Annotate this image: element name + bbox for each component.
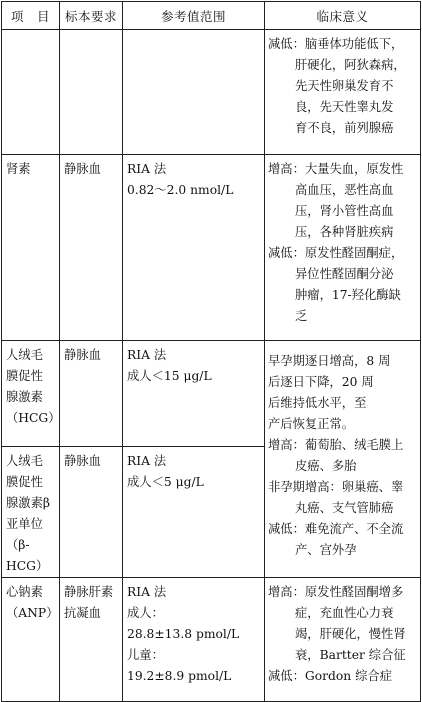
- significance-line: 压，各种肾脏疾病: [295, 225, 394, 239]
- significance-line: 竭，肝硬化，慢性肾: [295, 627, 406, 641]
- cell-significance: [265, 155, 421, 341]
- significance-line: 非孕期增高：卵巢癌、睾: [268, 480, 404, 494]
- significance-line: 减低：Gordon 综合症: [268, 669, 392, 683]
- significance-line: 增高：大量失血，原发性: [268, 162, 404, 176]
- table-row: [2, 341, 421, 447]
- cell-specimen: 静脉血: [60, 155, 123, 341]
- cell-significance: [265, 30, 421, 155]
- cell-significance-hcg: [265, 341, 421, 578]
- header-specimen: 标本要求: [60, 2, 123, 30]
- cell-specimen: 静脉血: [60, 341, 123, 447]
- cell-reference: RIA 法 成人＜5 μg/L: [123, 447, 265, 578]
- table-row: [2, 30, 421, 155]
- significance-line: 增高：葡萄胎、绒毛膜上: [268, 438, 404, 452]
- table-header-row: [2, 2, 421, 30]
- significance-line: 高血压，恶性高血: [295, 183, 394, 197]
- cell-reference: RIA 法 成人： 28.8±13.8 pmol/L 儿童： 19.2±8.9 pmol/L: [123, 578, 265, 702]
- significance-line: 产后恢复正常。: [268, 417, 355, 431]
- significance-line: 后维持低水平，至: [268, 396, 367, 410]
- significance-line: 乏: [295, 309, 308, 323]
- cell-item: 人绒毛膜促性腺激素（HCG）: [2, 341, 60, 447]
- significance-line: 症，充血性心力衰: [295, 606, 394, 620]
- significance-line: 产、宫外孕: [295, 543, 357, 557]
- significance-line: 衰，Bartter 综合征: [295, 648, 406, 662]
- table-row: [2, 578, 421, 702]
- cell-reference: [123, 30, 265, 155]
- significance-line: 肿瘤，17-羟化酶缺: [295, 288, 401, 302]
- significance-line: 异位性醛固酮分泌: [295, 267, 394, 281]
- table-row: [2, 155, 421, 341]
- cell-significance: [265, 578, 421, 702]
- significance-line: 良，先天性睾丸发: [295, 100, 394, 114]
- significance-line: 压，肾小管性高血: [295, 204, 394, 218]
- cell-item: 人绒毛膜促性腺激素β亚单位（β-HCG）: [2, 447, 60, 578]
- significance-line: 肝硬化，阿狄森病，: [295, 58, 406, 72]
- significance-line: 减低：原发性醛固酮症，: [268, 246, 404, 260]
- significance-line: 皮癌、多胎: [295, 459, 357, 473]
- significance-line: 早孕期逐日增高，8 周: [268, 354, 391, 368]
- significance-line: 育不良，前列腺癌: [295, 121, 394, 135]
- significance-line: 后逐日下降，20 周: [268, 375, 374, 389]
- cell-specimen: [60, 30, 123, 155]
- significance-line: 减低：难免流产、不全流: [268, 522, 404, 536]
- cell-specimen: 静脉肝素抗凝血: [60, 578, 123, 702]
- significance-line: 先天性卵巢发育不: [295, 79, 394, 93]
- significance-line: 丸癌、支气管肺癌: [295, 501, 394, 515]
- cell-item: 肾素: [2, 155, 60, 341]
- header-item: 项 目: [2, 2, 60, 30]
- cell-item: [2, 30, 60, 155]
- header-significance: 临床意义: [265, 2, 421, 30]
- cell-item: 心钠素（ANP）: [2, 578, 60, 702]
- cell-reference: RIA 法 0.82～2.0 nmol/L: [123, 155, 265, 341]
- header-reference: 参考值范围: [123, 2, 265, 30]
- significance-line: 减低：脑垂体功能低下，: [268, 37, 404, 51]
- lab-reference-table: [1, 1, 421, 702]
- cell-reference: RIA 法 成人＜15 μg/L: [123, 341, 265, 447]
- cell-specimen: 静脉血: [60, 447, 123, 578]
- significance-line: 增高：原发性醛固酮增多: [268, 585, 404, 599]
